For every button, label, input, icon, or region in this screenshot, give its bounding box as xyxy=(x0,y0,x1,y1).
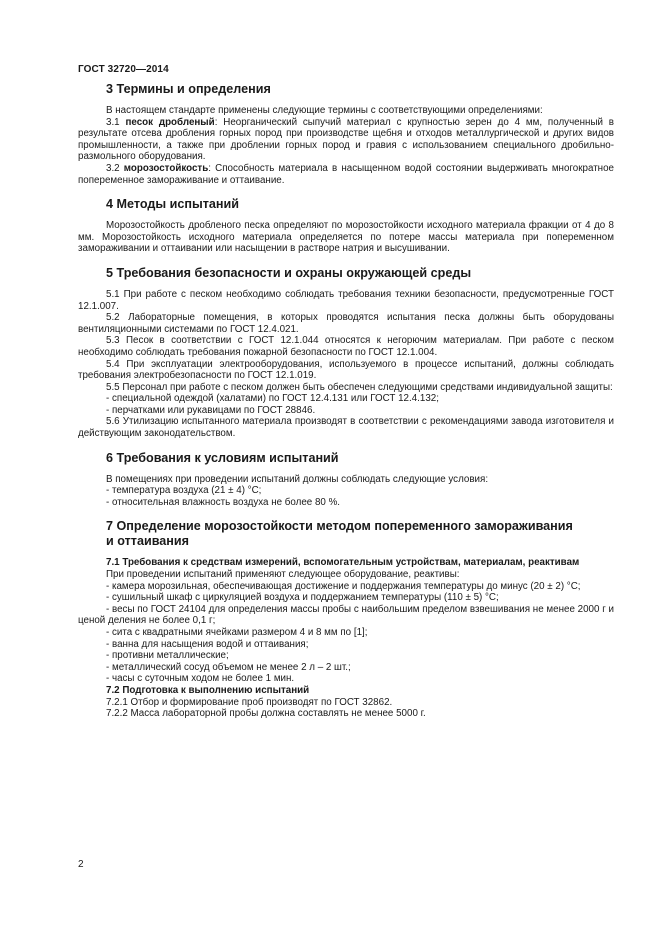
section-7-2-2: 7.2.2 Масса лабораторной пробы должна составлять не менее 5000 г. xyxy=(106,708,426,720)
section-5-6: 5.6 Утилизацию испытанного материала производят в соответствии с рекомендациями завода изготовителя и действующим законодательством. xyxy=(78,416,614,440)
page-number: 2 xyxy=(78,859,84,870)
section-7-1-item: - сита с квадратными ячейками размером 4 и 8 мм по [1]; xyxy=(106,627,368,638)
section-6-item-1: - температура воздуха (21 ± 4) °С; xyxy=(106,485,262,497)
section-6-intro: В помещениях при проведении испытаний должны соблюдать следующие условия: xyxy=(106,473,489,485)
section-5-5: 5.5 Персонал при работе с песком должен быть обеспечен следующими средствами индивидуальной защиты: xyxy=(106,381,613,393)
term-3-1 xyxy=(78,117,614,163)
section-7-1-intro: При проведении испытаний применяют следующее оборудование, реактивы: xyxy=(106,569,460,581)
section-5-4: 5.4 При эксплуатации электрооборудования, используемого в процессе испытаний, должны соблюдать требования электробезопасности по ГОСТ 12.1.019. xyxy=(78,358,614,382)
section-5-3: 5.3 Песок в соответствии с ГОСТ 12.1.044 относятся к негорючим материалам. При работе с песком необходимо соблюдать требования пожарной безопасности по ГОСТ 12.1.004. xyxy=(78,335,614,358)
section-7-1-item: - металлический сосуд объемом не менее 2 л – 2 шт.; xyxy=(106,661,351,673)
document-body xyxy=(78,82,614,720)
term-3-1-term: песок дробленый xyxy=(125,116,215,128)
section-5-1: 5.1 При работе с песком необходимо соблюдать требования техники безопасности, предусмотренные ГОСТ 12.1.007. xyxy=(78,288,614,312)
term-3-1-definition: : Неорганический сыпучий материал с крупностью зерен до 4 мм, полученный в результате отсева дробления горных пород при производстве щебня и отходов металлургической и других видов промышленности, а также при дроблении горных пород и гравия с использованием специального дробильно-размольного оборудования. xyxy=(78,116,614,163)
section-7-1-item: - весы по ГОСТ 24104 для определения массы пробы с наибольшим пределом взвешивания не менее 2000 г и ценой деления не более 0,1 г; xyxy=(78,603,614,627)
section-6-item-2: - относительная влажность воздуха не более 80 %. xyxy=(106,496,341,508)
term-3-2-number: 3.2 xyxy=(106,162,120,174)
section-3-title: 3 Термины и определения xyxy=(106,82,271,96)
section-5-2: 5.2 Лабораторные помещения, в которых проводятся испытания песка должны быть оборудованы вентиляционными системами по ГОСТ 12.4.021. xyxy=(78,312,614,335)
section-4-paragraph: Морозостойкость дробленого песка определяют по морозостойкости исходного материала фракции от 4 до 8 мм. Морозостойкость исходного материала определяется по потере массы материала при попеременном замораживании и оттаивании или насыщении в растворе натрия и высушивании. xyxy=(78,220,614,255)
section-7-1-item: - противни металлические; xyxy=(106,650,229,662)
section-7-1-item: - часы с суточным ходом не более 1 мин. xyxy=(106,673,295,685)
section-7-1-title: 7.1 Требования к средствам измерений, вспомогательным устройствам, материалам, реактивам xyxy=(106,557,580,569)
section-4-title: 4 Методы испытаний xyxy=(106,197,239,212)
section-7-title-line-1: 7 Определение морозостойкости методом попеременного замораживания xyxy=(106,519,573,534)
section-7-2-1: 7.2.1 Отбор и формирование проб производят по ГОСТ 32862. xyxy=(106,696,393,708)
section-6-title: 6 Требования к условиям испытаний xyxy=(106,450,339,465)
section-7-1-item: - ванна для насыщения водой и оттаивания; xyxy=(106,638,309,650)
term-3-2-definition: : Способность материала в насыщенном водой состоянии выдерживать многократное попеременное замораживание и оттаивание. xyxy=(78,162,614,186)
term-3-2 xyxy=(78,163,614,186)
section-5-title: 5 Требования безопасности и охраны окружающей среды xyxy=(106,265,472,280)
document-code: ГОСТ 32720—2014 xyxy=(78,64,169,75)
section-5-5-item-2: - перчатками или рукавицами по ГОСТ 28846. xyxy=(106,404,316,416)
section-7-1-item: - камера морозильная, обеспечивающая достижение и поддержания температуры до минус (20 ± 2) °С; xyxy=(106,580,581,592)
term-3-2-term: морозостойкость xyxy=(123,162,209,174)
term-3-1-number: 3.1 xyxy=(106,116,120,128)
section-3-intro: В настоящем стандарте применены следующие термины с соответствующими определениями: xyxy=(106,105,543,116)
section-7-2-title: 7.2 Подготовка к выполнению испытаний xyxy=(106,684,310,696)
section-7-title-line-2: и оттаивания xyxy=(106,534,189,549)
section-7-1-item: - сушильный шкаф с циркуляцией воздуха и поддержанием температуры (110 ± 5) °С; xyxy=(106,592,499,604)
section-5-5-item-1: - специальной одеждой (халатами) по ГОСТ 12.4.131 или ГОСТ 12.4.132; xyxy=(106,393,439,405)
